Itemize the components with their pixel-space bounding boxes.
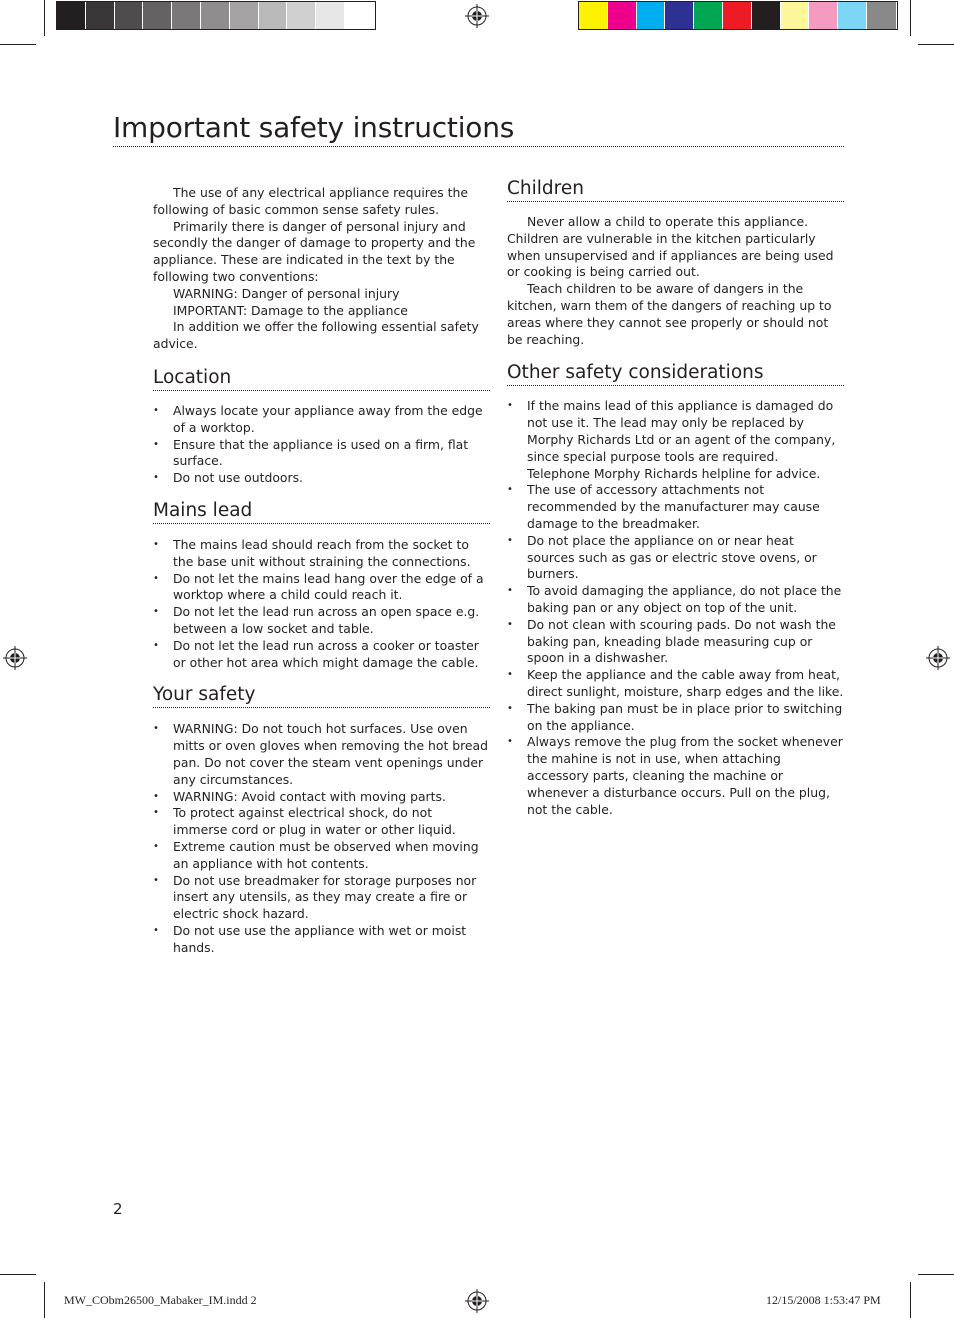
list-item: • To avoid damaging the appliance, do not place the baking pan or any object on top of the unit. xyxy=(507,583,844,617)
color-swatch xyxy=(579,2,608,29)
your-safety-heading: Your safety xyxy=(153,684,490,708)
list-item: • Keep the appliance and the cable away from heat, direct sunlight, moisture, sharp edges and the like. xyxy=(507,667,844,701)
list-item: • Do not let the lead run across an open space e.g. between a low socket and table. xyxy=(153,604,490,638)
color-swatch xyxy=(287,2,316,29)
list-item: • Do not let the lead run across a cooker or toaster or other hot area which might damage the cable. xyxy=(153,638,490,672)
color-swatch xyxy=(345,2,374,29)
list-item: • Do not place the appliance on or near heat sources such as gas or electric stove ovens, or burners. xyxy=(507,533,844,583)
list-item: • Ensure that the appliance is used on a firm, flat surface. xyxy=(153,437,490,471)
color-swatch xyxy=(781,2,810,29)
color-bar xyxy=(578,1,898,30)
color-swatch xyxy=(694,2,723,29)
other-safety-section xyxy=(507,362,844,818)
page-title: Important safety instructions xyxy=(113,110,844,147)
color-swatch xyxy=(809,2,838,29)
color-swatch xyxy=(723,2,752,29)
color-swatch xyxy=(316,2,345,29)
color-swatch xyxy=(752,2,781,29)
color-swatch xyxy=(637,2,666,29)
list-item: • Do not clean with scouring pads. Do not wash the baking pan, kneading blade measuring cup or spoon in a dishwasher. xyxy=(507,617,844,667)
registration-mark-icon xyxy=(926,646,950,670)
location-section xyxy=(153,367,490,487)
list-item: • Do not let the mains lead hang over the edge of a worktop where a child could reach it. xyxy=(153,571,490,605)
children-heading: Children xyxy=(507,178,844,202)
crop-mark xyxy=(918,44,954,45)
list-item: • Do not use outdoors. xyxy=(153,470,490,487)
mains-lead-heading: Mains lead xyxy=(153,500,490,524)
children-section xyxy=(507,178,844,348)
intro-section xyxy=(153,185,490,353)
color-swatch xyxy=(259,2,288,29)
intro-paragraph: The use of any electrical appliance requires the following of basic common sense safety rules. xyxy=(153,185,468,217)
list-item: • WARNING: Avoid contact with moving parts. xyxy=(153,789,490,806)
other-safety-heading: Other safety considerations xyxy=(507,362,844,386)
your-safety-list xyxy=(153,721,490,956)
right-column xyxy=(507,178,844,818)
crop-mark xyxy=(44,0,45,36)
your-safety-section xyxy=(153,684,490,956)
color-swatch xyxy=(86,2,115,29)
slug-filename: MW_CObm26500_Mabaker_IM.indd 2 xyxy=(64,1293,257,1307)
crop-mark xyxy=(910,0,911,36)
children-paragraph: Never allow a child to operate this appliance. Children are vulnerable in the kitchen particularly when unsupervised and if appliances are being used or cooking is being carried out. xyxy=(507,214,834,280)
intro-paragraph: In addition we offer the following essential safety advice. xyxy=(153,319,479,352)
color-swatch xyxy=(665,2,694,29)
list-item: • Extreme caution must be observed when moving an appliance with hot contents. xyxy=(153,839,490,873)
mains-lead-section xyxy=(153,500,490,671)
registration-mark-icon xyxy=(3,646,27,670)
list-item: • If the mains lead of this appliance is damaged do not use it. The lead may only be replaced by Morphy Richards Ltd or an agent of the company, since special purpose tools are required. Telephone Morphy Richards helpline for advice. xyxy=(507,398,844,482)
color-swatch xyxy=(201,2,230,29)
color-swatch xyxy=(115,2,144,29)
list-item: • The baking pan must be in place prior to switching on the appliance. xyxy=(507,701,844,735)
location-heading: Location xyxy=(153,367,490,391)
children-body xyxy=(507,214,844,348)
list-item: • Always remove the plug from the socket whenever the mahine is not in use, when attaching accessory parts, cleaning the machine or whenever a disturbance occurs. Pull on the plug, not the cable. xyxy=(507,734,844,818)
crop-mark xyxy=(44,1282,45,1318)
crop-mark xyxy=(0,44,36,45)
color-swatch xyxy=(608,2,637,29)
list-item: • The use of accessory attachments not recommended by the manufacturer may cause damage to the breadmaker. xyxy=(507,482,844,532)
intro-paragraph: Primarily there is danger of personal injury and secondly the danger of damage to property and the appliance. These are indicated in the text by the following two conventions: xyxy=(153,218,476,284)
list-item: • WARNING: Do not touch hot surfaces. Use oven mitts or oven gloves when removing the hot bread pan. Do not cover the steam vent openings under any circumstances. xyxy=(153,721,490,788)
color-swatch xyxy=(172,2,201,29)
color-swatch xyxy=(230,2,259,29)
list-item: • Do not use breadmaker for storage purposes nor insert any utensils, as they may create a fire or electric shock hazard. xyxy=(153,873,490,923)
intro-paragraph: IMPORTANT: Damage to the appliance xyxy=(173,302,408,318)
page-number: 2 xyxy=(113,1200,123,1218)
crop-mark xyxy=(918,1274,954,1275)
color-swatch xyxy=(838,2,867,29)
color-swatch xyxy=(867,2,896,29)
list-item: • Always locate your appliance away from the edge of a worktop. xyxy=(153,403,490,437)
color-swatch xyxy=(57,2,86,29)
crop-mark xyxy=(0,1274,36,1275)
list-item: • To protect against electrical shock, do not immerse cord or plug in water or other liquid. xyxy=(153,805,490,839)
intro-paragraph: WARNING: Danger of personal injury xyxy=(173,285,400,301)
mains-lead-list xyxy=(153,537,490,671)
grayscale-bar xyxy=(56,1,376,30)
color-swatch xyxy=(143,2,172,29)
registration-mark-icon xyxy=(465,4,489,28)
slug-timestamp: 12/15/2008 1:53:47 PM xyxy=(766,1293,881,1307)
location-list xyxy=(153,403,490,487)
list-item: • The mains lead should reach from the socket to the base unit without straining the connections. xyxy=(153,537,490,571)
left-column xyxy=(153,185,490,956)
list-item: • Do not use use the appliance with wet or moist hands. xyxy=(153,923,490,957)
other-safety-list xyxy=(507,398,844,818)
crop-mark xyxy=(910,1282,911,1318)
children-paragraph: Teach children to be aware of dangers in the kitchen, warn them of the dangers of reaching up to areas where they cannot see properly or should not be reaching. xyxy=(507,281,832,347)
registration-mark-icon xyxy=(465,1289,489,1313)
